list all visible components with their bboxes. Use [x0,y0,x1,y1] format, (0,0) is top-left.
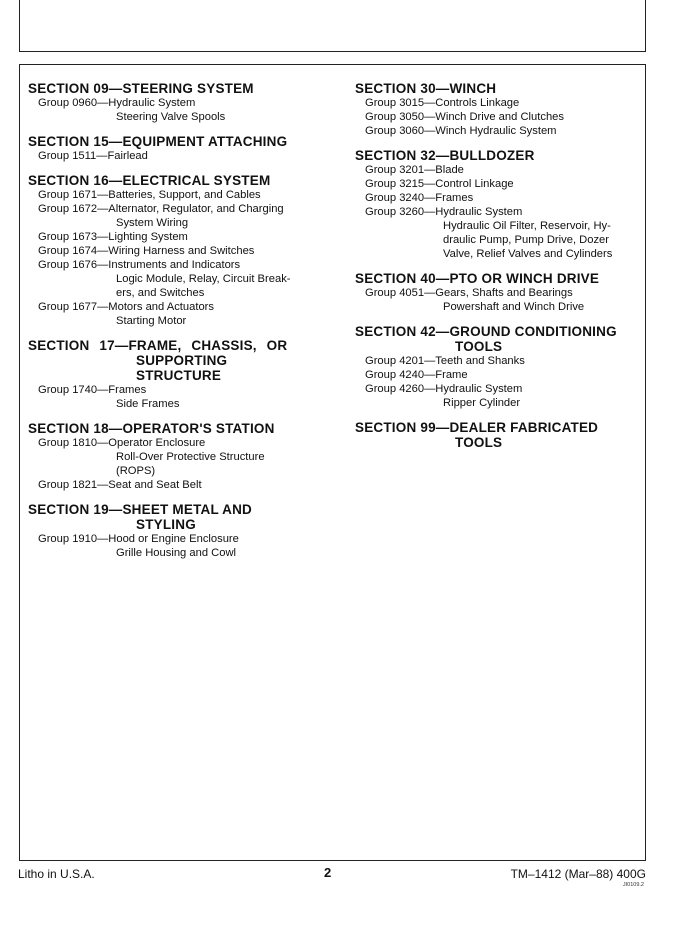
section-32 [355,148,640,261]
section-title [28,502,328,532]
group-entry: Group 1671—Batteries, Support, and Cables [38,189,261,201]
section-title-line: SECTION 17—FRAME, CHASSIS, OR [28,338,288,353]
section-title-line: SECTION 19—SHEET METAL AND [28,502,252,517]
section-title [28,338,328,383]
group-entry: Group 0960—Hydraulic System [38,97,196,109]
section-title: SECTION 16—ELECTRICAL SYSTEM [28,173,271,188]
litho-note: Litho in U.S.A. [18,867,95,881]
section-title: SECTION 09—STEERING SYSTEM [28,81,254,96]
section-title: SECTION 40—PTO OR WINCH DRIVE [355,271,600,286]
section-title [355,420,640,450]
group-entry: Group 4201—Teeth and Shanks [365,355,525,367]
page-number: 2 [324,865,332,880]
section-15 [28,134,328,163]
group-subentry: Roll-Over Protective Structure [116,451,265,463]
group-subentry: Hydraulic Oil Filter, Reservoir, Hy- [443,220,611,232]
group-subentry: System Wiring [116,217,189,229]
section-title-line: TOOLS [455,435,503,450]
section-title-line: STRUCTURE [136,368,222,383]
section-18 [28,421,328,492]
section-title-line: SECTION 99—DEALER FABRICATED [355,420,599,435]
group-entry: Group 1810—Operator Enclosure [38,437,206,449]
group-entry: Group 1740—Frames [38,384,147,396]
section-title-line: STYLING [136,517,196,532]
right-column [355,81,640,460]
section-title-line: SUPPORTING [136,353,228,368]
group-subentry: Valve, Relief Valves and Cylinders [443,248,613,260]
section-title: SECTION 32—BULLDOZER [355,148,535,163]
section-title: SECTION 30—WINCH [355,81,497,96]
header-frame [19,0,646,52]
section-title: SECTION 18—OPERATOR'S STATION [28,421,275,436]
section-title-line: SECTION 42—GROUND CONDITIONING [355,324,617,339]
group-subentry: Powershaft and Winch Drive [443,301,585,313]
section-title: SECTION 15—EQUIPMENT ATTACHING [28,134,288,149]
group-entry: Group 1821—Seat and Seat Belt [38,479,202,491]
group-subentry: ers, and Switches [116,287,205,299]
section-16 [28,173,328,328]
file-code: JI0109.2 [622,882,644,888]
group-entry: Group 3215—Control Linkage [365,178,514,190]
section-30 [355,81,640,138]
group-entry: Group 3050—Winch Drive and Clutches [365,111,564,123]
contents-frame [19,64,646,861]
group-entry: Group 3060—Winch Hydraulic System [365,125,557,137]
group-entry: Group 1672—Alternator, Regulator, and Charging [38,203,284,215]
group-subentry: Starting Motor [116,315,187,327]
group-entry: Group 4240—Frame [365,369,468,381]
group-subentry: draulic Pump, Pump Drive, Dozer [443,234,610,246]
group-subentry: Steering Valve Spools [116,111,226,123]
group-subentry: Grille Housing and Cowl [116,547,237,559]
group-subentry: Side Frames [116,398,180,410]
group-entry: Group 4051—Gears, Shafts and Bearings [365,287,573,299]
manual-id: TM–1412 (Mar–88) 400G [510,867,646,881]
group-entry: Group 1673—Lighting System [38,231,188,243]
group-entry: Group 3260—Hydraulic System [365,206,523,218]
group-entry: Group 3201—Blade [365,164,464,176]
group-subentry: Ripper Cylinder [443,397,521,409]
group-entry: Group 1676—Instruments and Indicators [38,259,241,271]
section-40 [355,271,640,314]
section-19 [28,502,328,560]
section-title-line: TOOLS [455,339,503,354]
left-column [28,81,328,570]
group-entry: Group 1910—Hood or Engine Enclosure [38,533,239,545]
group-entry: Group 3015—Controls Linkage [365,97,520,109]
group-entry: Group 4260—Hydraulic System [365,383,523,395]
group-subentry: (ROPS) [116,465,156,477]
group-entry: Group 1674—Wiring Harness and Switches [38,245,255,257]
section-99 [355,420,640,450]
group-entry: Group 3240—Frames [365,192,474,204]
section-09 [28,81,328,124]
group-subentry: Logic Module, Relay, Circuit Break- [116,273,291,285]
section-17 [28,338,328,411]
group-entry: Group 1511—Fairlead [38,150,148,162]
section-42 [355,324,640,410]
group-entry: Group 1677—Motors and Actuators [38,301,214,313]
section-title [355,324,640,354]
